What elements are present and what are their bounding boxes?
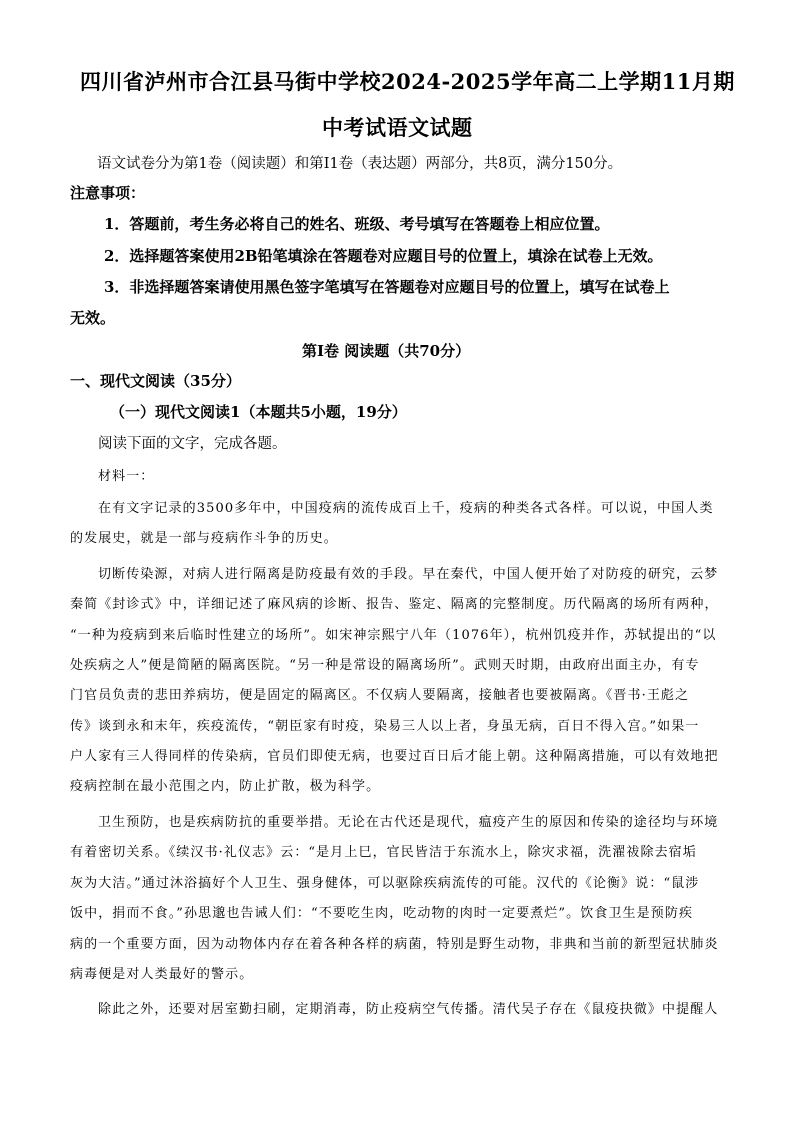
document-title-line-1: 四川省泸州市合江县马街中学校2024-2025学年高二上学期11月期 xyxy=(80,69,735,94)
material-paragraph-line: 病毒便是对人类最好的警示。 xyxy=(70,967,254,982)
material-paragraph-line: 门官员负责的悲田养病坊，便是固定的隔离区。不仅病人要隔离，接触者也要被隔离。《晋书·王彪之 xyxy=(70,688,690,703)
material-paragraph-line: 在有文字记录的3500多年中，中国疫病的流传成百上千，疫病的种类各式各样。可以说，中国人类 xyxy=(98,501,714,516)
material-paragraph-line: 饭中，捐而不食。”孙思邈也告诫人们：“不要吃生肉，吃动物的肉时一定要煮烂”。饮食卫生是预防疾 xyxy=(70,906,694,921)
material-paragraph-line: 切断传染源，对病人进行隔离是防疫最有效的手段。早在秦代，中国人便开始了对防疫的研究，云梦 xyxy=(98,567,719,582)
notice-item-2: 2．选择题答案使用2B铅笔填涂在答题卷对应题目号的位置上，填涂在试卷上无效。 xyxy=(104,247,663,265)
material-paragraph-line: 秦简《封诊式》中，详细记述了麻风病的诊断、报告、鉴定、隔离的完整制度。历代隔离的场所有两种， xyxy=(70,597,719,612)
material-paragraph-line: 除此之外，还要对居室勤扫刷，定期消毒，防止疫病空气传播。清代吴子存在《鼠疫抉微》中提醒人 xyxy=(98,1002,719,1017)
material-paragraph-line: 传》谈到永和末年，疾疫流传，“朝臣家有时疫，染易三人以上者，身虽无病，百日不得入宫。”如果一 xyxy=(70,719,700,734)
notice-item-3-line-1: 3．非选择题答案请使用黑色签字笔填写在答题卷对应题目号的位置上，填写在试卷上 xyxy=(104,278,670,296)
notice-heading: 注意事项： xyxy=(70,184,146,202)
material-paragraph-line: 病的一个重要方面，因为动物体内存在着各种各样的病菌，特别是野生动物，非典和当前的新型冠状肺炎 xyxy=(70,937,719,952)
material-paragraph-line: “一种为疫病到来后临时性建立的场所”。如宋神宗熙宁八年（1076年），杭州饥疫并作，苏轼提出的“以 xyxy=(70,628,717,643)
material-paragraph-line: 户人家有三人得同样的传染病，官员们即使无病，也要过百日后才能上朝。这种隔离措施，可以有效地把 xyxy=(70,749,719,764)
material-paragraph-line: 卫生预防，也是疾病防抗的重要举措。无论在古代还是现代，瘟疫产生的原因和传染的途径均与环境 xyxy=(98,815,719,830)
material-label: 材料一： xyxy=(98,469,155,484)
material-paragraph-line: 的发展史，就是一部与疫病作斗争的历史。 xyxy=(70,531,338,546)
material-paragraph-line: 疫病控制在最小范围之内，防止扩散，极为科学。 xyxy=(70,779,381,794)
document-title-line-2: 中考试语文试题 xyxy=(322,115,473,140)
material-paragraph-line: 灰为大洁。”通过沐浴搞好个人卫生、强身健体，可以驱除疾病流传的可能。汉代的《论衡》说：“鼠涉 xyxy=(70,876,700,891)
material-paragraph-line: 处疾病之人”便是简陋的隔离医院。“另一种是常设的隔离场所”。武则天时期，由政府出面主办，有专 xyxy=(70,658,700,673)
notice-item-1: 1．答题前，考生务必将自己的姓名、班级、考号填写在答题卷上相应位置。 xyxy=(104,215,610,233)
part1-title: 第I卷 阅读题（共70分） xyxy=(302,342,471,360)
exam-intro: 语文试卷分为第1卷（阅读题）和第I1卷（表达题）两部分，共8页，满分150分。 xyxy=(97,156,623,172)
reading-instruction: 阅读下面的文字，完成各题。 xyxy=(98,436,287,452)
section-title-modern-reading: 一、现代文阅读（35分） xyxy=(70,372,241,390)
notice-item-3-line-2: 无效。 xyxy=(70,309,116,327)
material-paragraph-line: 有着密切关系。《续汉书·礼仪志》云：“是月上巳，官民皆洁于东流水上，除灾求福，洗濯祓除去宿垢 xyxy=(70,845,697,860)
subsection-title-modern-reading-1: （一）现代文阅读1（本题共5小题，19分） xyxy=(110,403,407,421)
